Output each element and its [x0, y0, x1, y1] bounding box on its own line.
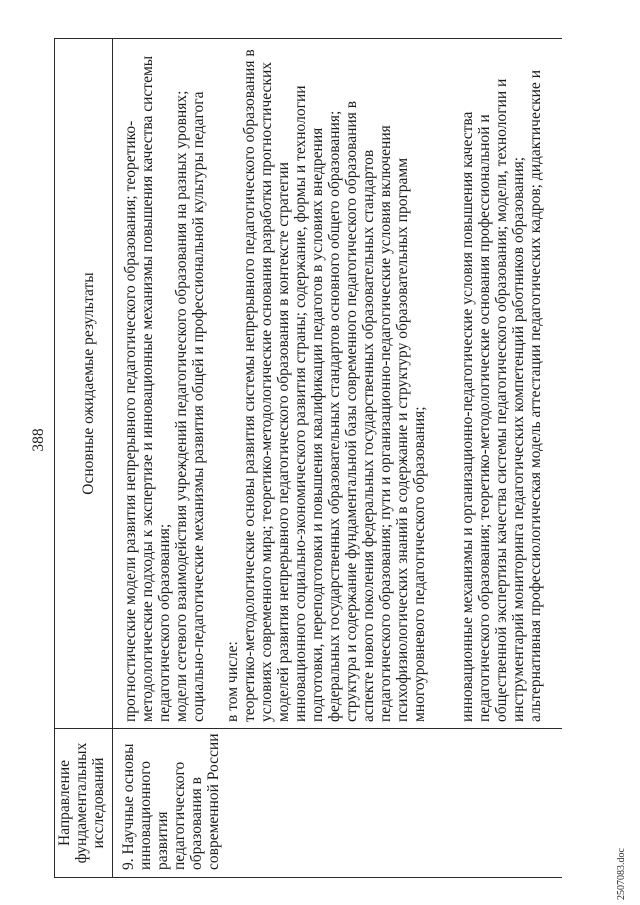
result-line: моделей развития непрерывного педагогического образования в контексте стратегии	[275, 162, 292, 722]
result-line: аспекте нового поколения федеральных государственных образовательных стандартов	[360, 149, 377, 722]
result-line: педагогического образования;	[156, 523, 173, 722]
result-line: педагогического образования; теоретико-методологические основания профессиональной и	[476, 114, 493, 722]
header-cell-results	[54, 38, 112, 729]
header-cell-direction	[54, 729, 112, 878]
result-line: условиях современного мира; теоретико-методологические основания разработки прогностических	[258, 62, 275, 722]
results-paragraph	[122, 56, 207, 722]
header-direction-line: исследований	[90, 757, 107, 849]
results-paragraph	[459, 70, 544, 722]
result-line: прогностические модели развития непрерывного педагогического образования; теоретико-	[122, 120, 139, 722]
result-line: в том числе:	[224, 641, 241, 722]
direction-line: педагогического	[171, 761, 188, 870]
result-line: методологические подходы к экспертизе и инновационные механизмы повышения качества системы	[139, 55, 156, 722]
result-line: структура и содержание фундаментальной базы современного педагогического образования в	[343, 100, 360, 722]
result-line: федеральных государственных образовательных стандартов основного общего образования;	[326, 110, 343, 722]
direction-line: 9. Научные основы	[120, 743, 137, 870]
result-line: общественной экспертизы качества системы педагогического образования; модели, технологии и	[493, 78, 510, 722]
result-line: инструментарий мониторинга педагогических компетенций работников образования;	[510, 156, 527, 722]
header-direction-line: фундаментальных	[73, 742, 90, 864]
result-line: альтернативная профессиологическая модель аттестации педагогических кадров; дидактические и	[527, 70, 544, 722]
direction-text	[120, 734, 222, 871]
result-line: психофизиологических знаний в содержание и структуру образовательных программ	[394, 157, 411, 722]
header-direction-text	[56, 729, 107, 877]
file-name-footer: 2507083.doc	[616, 848, 627, 900]
result-line: социально-педагогические механизмы развития общей и профессиональной культуры педагога	[190, 91, 207, 722]
result-line: модели сетевого взаимодействия учреждений педагогического образования на разных уровнях;	[173, 90, 190, 722]
header-direction-line: Направление	[56, 760, 73, 846]
result-line: педагогического образования; пути и организационно-педагогические условия включения	[377, 125, 394, 722]
result-line: инновационные механизмы и организационно-педагогические условия повышения качества	[459, 111, 476, 722]
page-number: 388	[30, 428, 47, 452]
direction-line: инновационного	[137, 760, 154, 870]
direction-line: современной России	[205, 733, 222, 870]
header-results-text: Основные ожидаемые результаты	[80, 272, 97, 495]
result-line: теоретико-методологические основы развития системы непрерывного педагогического образования в	[241, 49, 258, 722]
results-paragraph	[224, 49, 428, 722]
result-line: многоуровневого педагогического образования;	[411, 406, 428, 722]
body-cell-direction	[112, 729, 562, 878]
direction-line: образования в	[188, 777, 205, 870]
result-line: подготовки, переподготовки и повышения квалификации педагогов в условиях внедрения	[309, 127, 326, 722]
body-cell-results	[112, 38, 562, 729]
direction-line: развития	[154, 811, 171, 870]
result-line: инновационного социально-экономического развития страны; содержание, формы и технологии	[292, 85, 309, 722]
